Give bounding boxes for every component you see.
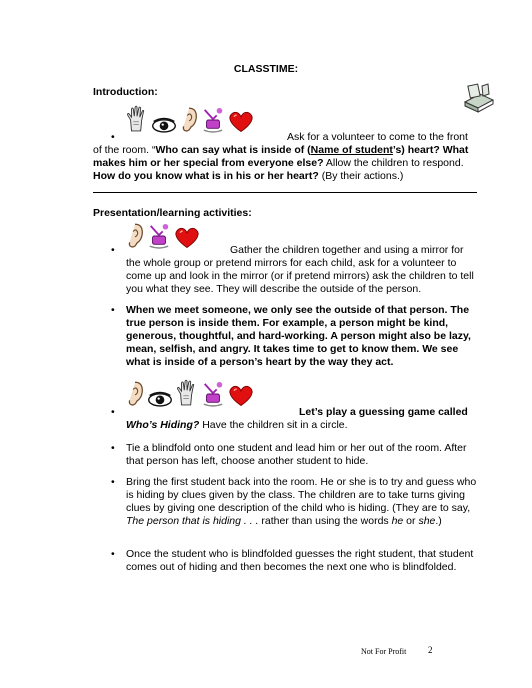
ear-icon — [126, 380, 144, 408]
bullet: • — [111, 548, 115, 560]
ear-icon — [180, 106, 198, 134]
page-number: 2 — [428, 645, 433, 655]
bullet4-text: Tie a blindfold onto one student and lead him or her out of the room. After that person has left, choose another student to hide. — [126, 442, 467, 467]
list-item — [93, 378, 479, 434]
list-item — [93, 304, 479, 370]
bullet: • — [111, 442, 115, 454]
introduction-heading: Introduction: — [93, 86, 158, 98]
heart-icon — [228, 384, 254, 408]
bullet: • — [111, 244, 115, 256]
list-item — [93, 442, 479, 472]
bullet2-text: When we meet someone, we only see the outside of that person. The true person is inside them. For example, a person might be kind, generous, thoughtful, and hard-working. A person might also be lazy, mean, selfish, and angry. It takes time to get to know them. We see what is inside of a person’s heart by the way they act. — [126, 304, 471, 368]
bullet3-text: Let’s play a guessing game called Who’s Hiding? Have the children sit in a circle. — [126, 406, 468, 431]
bullet: • — [111, 406, 115, 418]
intro-item — [93, 104, 479, 184]
list-item — [93, 548, 479, 592]
bullet: • — [111, 476, 115, 488]
bullet6-text: Once the student who is blindfolded guesses the right student, that student comes out of hiding and then becomes the next one who is blindfolded. — [126, 548, 474, 573]
hand-icon — [126, 104, 148, 134]
bullet1-text: Gather the children together and using a mirror for the whole group or pretend mirrors for each child, ask for a volunteer to come up and look in the mirror (or if pretend mirrors) ask the children to tell you what they see. They will describe the outside of the person. — [126, 244, 474, 295]
section-divider — [93, 192, 477, 193]
list-item — [93, 476, 479, 542]
bullet: • — [111, 304, 115, 316]
intro-icons — [126, 104, 278, 134]
page-title: CLASSTIME: — [233, 63, 299, 75]
bullet: • — [111, 131, 115, 143]
presentation-heading: Presentation/learning activities: — [93, 207, 252, 219]
bullet3-icons — [126, 378, 254, 408]
intro-paragraph: Ask for a volunteer to come to the front of the room. “Who can say what is inside of (Name of student’s) heart? What makes him or her special from everyone else? Allow the children to respond. How do you know what is in his or her heart? (By their actions.) — [93, 131, 469, 182]
bullet5-text: Bring the first student back into the room. He or she is to try and guess who is hiding by clues given by the class. The children are to take turns giving clues by giving one description of the child who is hiding. (They are to say, The person that is hiding . . . rather than using the words he or she.) — [126, 476, 477, 527]
tongue-taste-icon — [201, 106, 225, 134]
list-item — [93, 222, 479, 295]
tongue-taste-icon — [201, 380, 225, 408]
footer-label: Not For Profit — [361, 647, 407, 656]
hand-icon — [176, 378, 198, 408]
